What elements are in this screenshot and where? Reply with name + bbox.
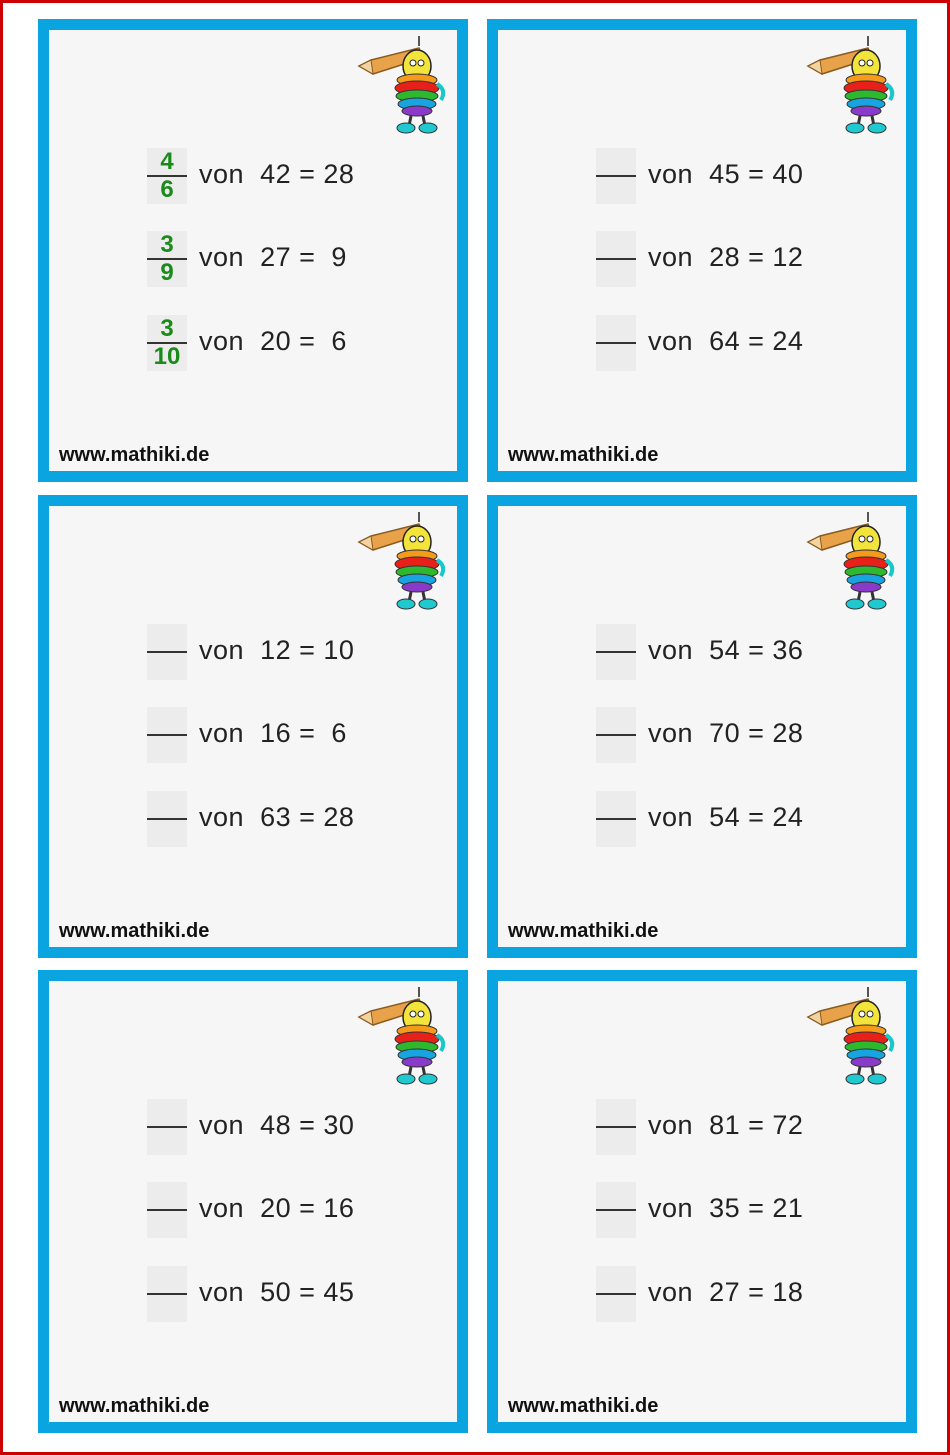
total-value: 70 [709, 718, 741, 748]
fraction-answer-box[interactable] [147, 1266, 187, 1322]
fraction-bar [596, 1126, 636, 1128]
connector-word: von [199, 159, 245, 189]
website-footer: www.mathiki.de [508, 1395, 659, 1417]
result-value: 28 [772, 718, 804, 748]
connector-word: von [648, 159, 694, 189]
problem-expression: von 20 = 16 [199, 1193, 355, 1223]
flash-card [38, 19, 468, 482]
result-value: 21 [772, 1193, 804, 1223]
connector-word: von [199, 802, 245, 832]
fraction-problem-row [498, 1266, 906, 1322]
result-value: 40 [772, 159, 804, 189]
fraction-problem-row [49, 148, 457, 204]
fraction-bar [596, 1293, 636, 1295]
fraction-problem-row [498, 1099, 906, 1155]
result-value: 36 [772, 635, 804, 665]
connector-word: von [199, 1193, 245, 1223]
connector-word: von [648, 242, 694, 272]
fraction-answer-box[interactable] [596, 791, 636, 847]
result-value: 9 [323, 242, 347, 272]
fraction-bar [596, 1209, 636, 1211]
fraction-bar [147, 651, 187, 653]
fraction-problem-row [49, 624, 457, 680]
fraction-problem-row [49, 1099, 457, 1155]
problem-expression: von 28 = 12 [648, 242, 804, 272]
denominator: 9 [160, 259, 174, 286]
fraction-answer-box[interactable] [596, 1099, 636, 1155]
flash-card [38, 495, 468, 958]
result-value: 24 [772, 326, 804, 356]
problem-expression: von 27 = 18 [648, 1277, 804, 1307]
flash-card [487, 970, 917, 1433]
pencil-mascot-icon [806, 987, 898, 1087]
fraction-answer-box[interactable] [596, 624, 636, 680]
connector-word: von [648, 1277, 694, 1307]
numerator: 4 [160, 148, 174, 175]
problem-expression: von 50 = 45 [199, 1277, 355, 1307]
fraction-answer-box[interactable] [147, 1182, 187, 1238]
problem-expression: von 81 = 72 [648, 1110, 804, 1140]
fraction-bar [596, 258, 636, 260]
fraction-bar [147, 818, 187, 820]
fraction-bar [596, 818, 636, 820]
total-value: 54 [709, 635, 741, 665]
numerator: 3 [160, 231, 174, 258]
result-value: 16 [323, 1193, 355, 1223]
fraction-problem-row [498, 315, 906, 371]
total-value: 81 [709, 1110, 741, 1140]
fraction-answer-box[interactable] [147, 791, 187, 847]
fraction-bar [596, 342, 636, 344]
total-value: 63 [260, 802, 292, 832]
problem-expression: von 54 = 36 [648, 635, 804, 665]
problem-expression: von 70 = 28 [648, 718, 804, 748]
fraction-problem-row [498, 791, 906, 847]
fraction-bar [596, 175, 636, 177]
numerator: 3 [160, 315, 174, 342]
total-value: 48 [260, 1110, 292, 1140]
fraction-bar [147, 1293, 187, 1295]
connector-word: von [648, 1110, 694, 1140]
result-value: 72 [772, 1110, 804, 1140]
connector-word: von [199, 1277, 245, 1307]
total-value: 42 [260, 159, 292, 189]
result-value: 28 [323, 802, 355, 832]
connector-word: von [199, 718, 245, 748]
flash-card [487, 495, 917, 958]
connector-word: von [199, 1110, 245, 1140]
pencil-mascot-icon [357, 987, 449, 1087]
connector-word: von [199, 326, 245, 356]
fraction-bar [596, 734, 636, 736]
fraction-problem-row [498, 148, 906, 204]
total-value: 64 [709, 326, 741, 356]
total-value: 35 [709, 1193, 741, 1223]
problem-expression: von 20 = 6 [199, 326, 347, 356]
fraction-problem-row [49, 231, 457, 287]
problem-expression: von 16 = 6 [199, 718, 347, 748]
problem-expression: von 12 = 10 [199, 635, 355, 665]
problem-expression: von 54 = 24 [648, 802, 804, 832]
connector-word: von [648, 635, 694, 665]
connector-word: von [199, 242, 245, 272]
pencil-mascot-icon [357, 36, 449, 136]
problem-expression: von 45 = 40 [648, 159, 804, 189]
fraction-bar [147, 1209, 187, 1211]
fraction-answer-box[interactable] [596, 707, 636, 763]
result-value: 6 [323, 326, 347, 356]
problem-expression: von 27 = 9 [199, 242, 347, 272]
result-value: 30 [323, 1110, 355, 1140]
pencil-mascot-icon [806, 512, 898, 612]
total-value: 45 [709, 159, 741, 189]
total-value: 28 [709, 242, 741, 272]
fraction-answer-box[interactable] [147, 148, 187, 204]
connector-word: von [199, 635, 245, 665]
fraction-answer-box[interactable] [596, 1182, 636, 1238]
fraction-answer-box[interactable] [596, 148, 636, 204]
total-value: 12 [260, 635, 292, 665]
website-footer: www.mathiki.de [59, 444, 210, 466]
problem-expression: von 42 = 28 [199, 159, 355, 189]
fraction-problem-row [49, 315, 457, 371]
connector-word: von [648, 1193, 694, 1223]
fraction-answer-box[interactable] [147, 315, 187, 371]
fraction-bar [147, 734, 187, 736]
fraction-problem-row [49, 707, 457, 763]
total-value: 16 [260, 718, 292, 748]
result-value: 10 [323, 635, 355, 665]
fraction-problem-row [49, 791, 457, 847]
problem-expression: von 64 = 24 [648, 326, 804, 356]
fraction-problem-row [49, 1266, 457, 1322]
fraction-answer-box[interactable] [596, 1266, 636, 1322]
total-value: 20 [260, 326, 292, 356]
fraction-problem-row [49, 1182, 457, 1238]
fraction-problem-row [498, 1182, 906, 1238]
problem-expression: von 35 = 21 [648, 1193, 804, 1223]
pencil-mascot-icon [357, 512, 449, 612]
problem-expression: von 63 = 28 [199, 802, 355, 832]
connector-word: von [648, 326, 694, 356]
problem-expression: von 48 = 30 [199, 1110, 355, 1140]
connector-word: von [648, 802, 694, 832]
result-value: 6 [323, 718, 347, 748]
flash-card [487, 19, 917, 482]
fraction-answer-box[interactable] [147, 624, 187, 680]
result-value: 28 [323, 159, 355, 189]
fraction-answer-box[interactable] [147, 231, 187, 287]
fraction-answer-box[interactable] [596, 231, 636, 287]
fraction-answer-box[interactable] [596, 315, 636, 371]
denominator: 6 [160, 176, 174, 203]
total-value: 54 [709, 802, 741, 832]
website-footer: www.mathiki.de [59, 1395, 210, 1417]
connector-word: von [648, 718, 694, 748]
website-footer: www.mathiki.de [508, 444, 659, 466]
total-value: 50 [260, 1277, 292, 1307]
website-footer: www.mathiki.de [59, 920, 210, 942]
total-value: 27 [260, 242, 292, 272]
fraction-problem-row [498, 707, 906, 763]
total-value: 20 [260, 1193, 292, 1223]
fraction-answer-box[interactable] [147, 707, 187, 763]
result-value: 18 [772, 1277, 804, 1307]
result-value: 45 [323, 1277, 355, 1307]
denominator: 10 [153, 343, 181, 370]
website-footer: www.mathiki.de [508, 920, 659, 942]
fraction-problem-row [498, 231, 906, 287]
fraction-bar [147, 1126, 187, 1128]
fraction-problem-row [498, 624, 906, 680]
result-value: 12 [772, 242, 804, 272]
fraction-answer-box[interactable] [147, 1099, 187, 1155]
result-value: 24 [772, 802, 804, 832]
total-value: 27 [709, 1277, 741, 1307]
pencil-mascot-icon [806, 36, 898, 136]
flash-card [38, 970, 468, 1433]
fraction-bar [596, 651, 636, 653]
